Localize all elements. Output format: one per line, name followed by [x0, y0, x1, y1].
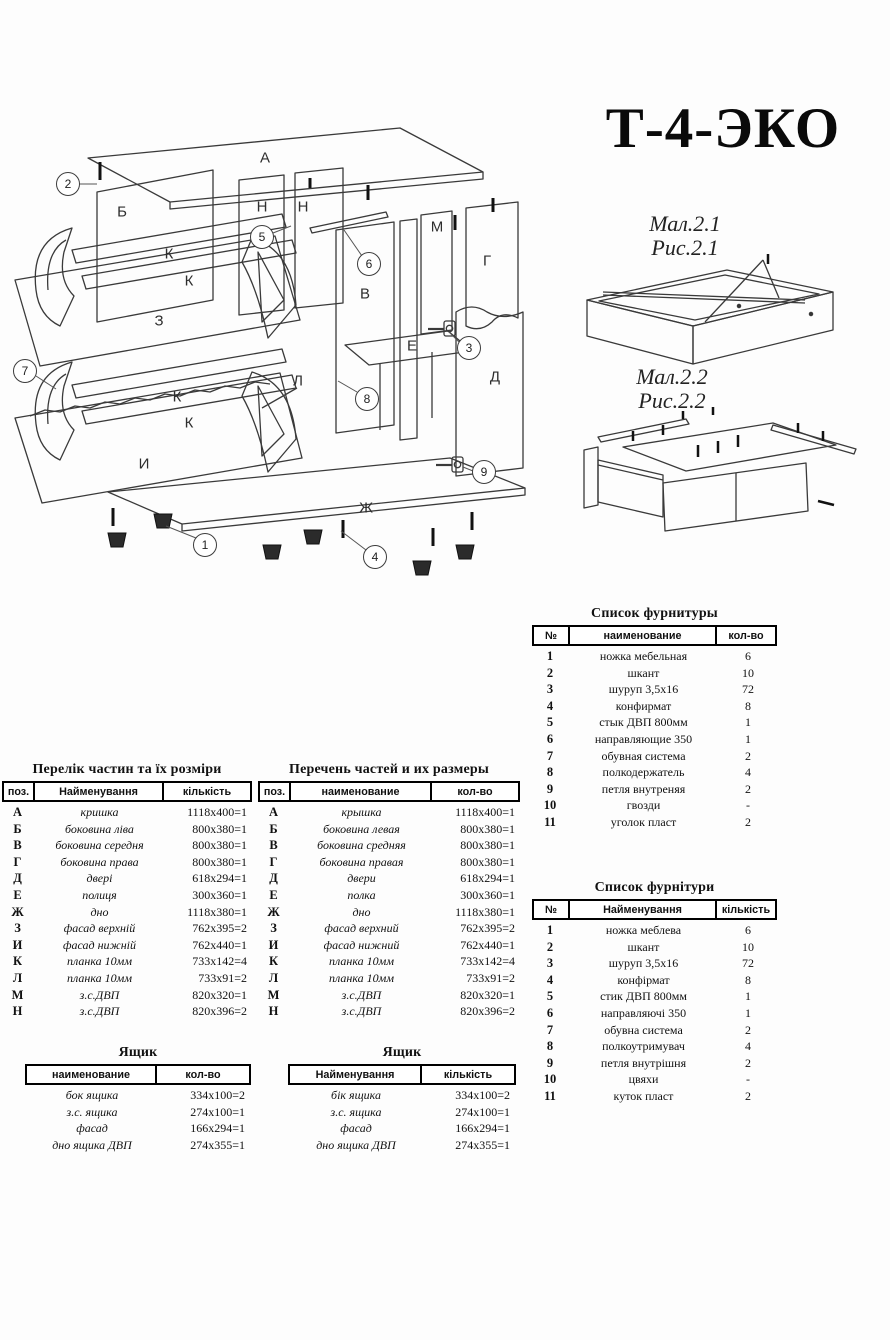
callout-9: 9	[472, 460, 496, 484]
table-cell: -	[746, 798, 750, 813]
figure-2-1-drawing	[575, 248, 875, 373]
callout-2: 2	[56, 172, 80, 196]
col-header-qty: кількість	[443, 1068, 493, 1081]
table-cell: 334x100=2	[190, 1088, 245, 1102]
table-cell: 2	[745, 1055, 751, 1070]
table-row	[532, 972, 777, 989]
table-cell: 1	[745, 731, 751, 746]
part-label-B: Б	[117, 203, 127, 221]
table-row	[288, 1087, 516, 1104]
table-cell: планка 10мм	[329, 970, 394, 985]
table-cell: шуруп 3,5х16	[608, 956, 679, 971]
part-label-V: В	[359, 285, 371, 303]
col-header-qty: кількість	[721, 903, 771, 916]
table-row	[258, 937, 520, 954]
table-cell: И	[268, 937, 279, 952]
hardware-table-ru	[532, 606, 777, 831]
table-row	[532, 1088, 777, 1105]
table-cell: 4	[745, 1039, 751, 1054]
table-cell: 1	[546, 923, 554, 937]
table-cell: 7	[546, 748, 554, 763]
table-row	[2, 837, 252, 854]
table-cell: 11	[544, 1088, 556, 1103]
table-row	[258, 887, 520, 904]
table-cell: В	[269, 838, 278, 853]
table-cell: фасад верхний	[324, 921, 399, 936]
table-row	[532, 698, 777, 715]
table-row	[258, 904, 520, 921]
table-cell: 762x440=1	[192, 937, 247, 952]
table-row	[532, 1055, 777, 1072]
table-cell: 762x395=2	[192, 921, 247, 936]
col-header-qty: кол-во	[457, 785, 493, 798]
table-cell: боковина середня	[55, 838, 144, 853]
table-cell: дно ящика ДВП	[52, 1137, 132, 1152]
table-cell: 6	[745, 923, 751, 937]
part-label-E: Е	[406, 337, 418, 355]
table-cell: фасад нижний	[323, 937, 400, 952]
table-cell: боковина левая	[323, 821, 400, 836]
table-row	[532, 1038, 777, 1055]
table-cell: шкант	[627, 665, 660, 680]
parts-table-ua-header	[2, 781, 252, 802]
table-cell: фасад	[76, 1121, 108, 1136]
table-row	[258, 804, 520, 821]
table-cell: планка 10мм	[67, 970, 132, 985]
table-cell: 1118x400=1	[187, 805, 247, 819]
table-cell: дно	[90, 904, 109, 919]
table-cell: цвяхи	[628, 1072, 659, 1087]
table-cell: 8	[546, 1039, 554, 1054]
callout-1: 1	[193, 533, 217, 557]
parts-table-ru-body	[258, 802, 520, 1020]
table-cell: 820x320=1	[460, 987, 515, 1002]
table-cell: З	[270, 921, 277, 936]
hardware-table-ua	[532, 880, 777, 1105]
hardware-table-ru-body	[532, 646, 777, 831]
table-cell: 762x440=1	[460, 937, 515, 952]
table-cell: фасад нижній	[62, 937, 136, 952]
part-label-K4: К	[184, 414, 194, 432]
table-cell: фасад верхній	[63, 921, 136, 936]
table-cell: 274x100=1	[455, 1104, 510, 1119]
table-cell: обувная система	[601, 748, 686, 763]
table-row	[532, 764, 777, 781]
table-cell: боковина средняя	[317, 838, 406, 853]
table-cell: 1	[745, 989, 751, 1004]
table-cell: 10	[543, 798, 557, 813]
col-header-name: Найменування	[35, 783, 164, 800]
table-cell: з.с.ДВП	[79, 987, 120, 1002]
table-cell: 6	[745, 649, 751, 663]
hardware-table-ua-title: Список фурнітури	[594, 880, 715, 895]
table-cell: Г	[269, 854, 278, 869]
table-cell: 800x380=1	[460, 854, 515, 869]
table-cell: 10	[543, 1072, 557, 1087]
table-row	[258, 1003, 520, 1020]
table-cell: А	[268, 805, 279, 819]
callout-5: 5	[250, 225, 274, 249]
table-row	[532, 797, 777, 814]
table-row	[258, 821, 520, 838]
table-cell: 300x360=1	[192, 887, 247, 902]
table-cell: М	[267, 987, 280, 1002]
col-header-qty: кол-во	[185, 1068, 221, 1081]
table-cell: шкант	[627, 939, 660, 954]
callout-4: 4	[363, 545, 387, 569]
table-cell: 1118x400=1	[455, 805, 515, 819]
table-cell: 3	[546, 956, 554, 971]
col-header-qty: кількість	[182, 785, 232, 798]
table-cell: 2	[745, 748, 751, 763]
table-cell: 5	[546, 989, 554, 1004]
col-header-name: наименование	[27, 1066, 157, 1083]
table-cell: 6	[546, 731, 554, 746]
table-cell: 1118x380=1	[187, 904, 247, 919]
table-cell: Д	[13, 871, 22, 886]
table-cell: обувна система	[604, 1022, 683, 1037]
hardware-table-ru-header	[532, 625, 777, 646]
table-cell: ножка мебельная	[599, 649, 688, 663]
table-row	[258, 953, 520, 970]
part-label-K1: К	[164, 245, 174, 263]
table-cell: полкоутримувач	[602, 1039, 685, 1054]
table-cell: 166x294=1	[190, 1121, 245, 1136]
table-cell: конфірмат	[617, 972, 670, 987]
table-row	[2, 937, 252, 954]
table-cell: Е	[13, 887, 22, 902]
drawer-table-ua-header	[288, 1064, 516, 1085]
part-label-Zh: Ж	[359, 499, 373, 517]
table-cell: 7	[546, 1022, 554, 1037]
table-cell: 820x396=2	[192, 1004, 247, 1019]
table-cell: з.с.ДВП	[341, 1004, 382, 1019]
table-cell: М	[11, 987, 24, 1002]
table-row	[288, 1104, 516, 1121]
table-cell: 8	[546, 765, 554, 780]
table-cell: 618x294=1	[460, 871, 515, 886]
table-cell: 1	[745, 715, 751, 730]
table-cell: 10	[742, 665, 754, 680]
table-cell: боковина ліва	[65, 821, 134, 836]
table-cell: 2	[745, 1088, 751, 1103]
table-cell: з.с.ДВП	[79, 1004, 120, 1019]
table-cell: 300x360=1	[460, 887, 515, 902]
table-cell: 800x380=1	[460, 821, 515, 836]
table-cell: боковина правая	[319, 854, 404, 869]
table-cell: уголок пласт	[610, 814, 677, 829]
part-label-G: Г	[482, 252, 492, 270]
table-row	[2, 804, 252, 821]
table-cell: Б	[269, 821, 278, 836]
drawer-table-ru-header	[25, 1064, 251, 1085]
table-row	[532, 714, 777, 731]
table-cell: 2	[546, 939, 554, 954]
table-cell: петля внутрішня	[600, 1055, 687, 1070]
table-cell: направляющие 350	[594, 731, 693, 746]
table-cell: двері	[86, 871, 113, 886]
table-cell: полиця	[82, 887, 117, 902]
table-cell: 274x355=1	[455, 1137, 510, 1152]
table-cell: 4	[546, 972, 554, 987]
table-cell: Л	[12, 970, 23, 985]
table-row	[532, 1022, 777, 1039]
hardware-table-ua-body	[532, 920, 777, 1105]
table-row	[532, 731, 777, 748]
table-cell: 800x380=1	[192, 821, 247, 836]
table-row	[2, 920, 252, 937]
table-cell: кришка	[80, 805, 119, 819]
table-cell: Д	[269, 871, 278, 886]
parts-table-ru	[258, 762, 520, 1020]
table-cell: 1	[546, 649, 554, 663]
figure-2-1-label-ru: Рис.2.1	[651, 234, 719, 260]
col-header-number: №	[534, 901, 570, 918]
table-cell: бок ящика	[65, 1088, 119, 1102]
table-cell: 8	[745, 972, 751, 987]
table-cell: 4	[745, 765, 751, 780]
table-cell: 733x91=2	[198, 970, 247, 985]
part-label-L: Л	[293, 372, 303, 390]
table-cell: 3	[546, 682, 554, 697]
table-cell: крышка	[341, 805, 382, 819]
table-cell: 800x380=1	[192, 854, 247, 869]
parts-table-ua-title: Перелік частин та їх розміри	[32, 762, 222, 777]
table-cell: 4	[546, 698, 554, 713]
part-label-M: М	[430, 218, 444, 236]
table-cell: К	[268, 954, 279, 969]
hardware-table-ua-header	[532, 899, 777, 920]
table-cell: з.с.ДВП	[341, 987, 382, 1002]
col-header-qty: кол-во	[728, 629, 764, 642]
table-cell: 820x396=2	[460, 1004, 515, 1019]
drawer-table-ua	[288, 1045, 516, 1153]
table-cell: Ж	[267, 904, 280, 919]
table-cell: 2	[745, 1022, 751, 1037]
table-row	[2, 821, 252, 838]
table-cell: двери	[347, 871, 376, 886]
table-row	[25, 1137, 251, 1154]
table-cell: дно ящика ДВП	[316, 1137, 396, 1152]
table-row	[532, 781, 777, 798]
col-header-pos: поз.	[4, 783, 35, 800]
table-cell: Н	[268, 1004, 279, 1019]
table-cell: 166x294=1	[455, 1121, 510, 1136]
drawer-table-ua-title: Ящик	[382, 1045, 422, 1060]
col-header-name: Найменування	[570, 901, 717, 918]
table-row	[532, 1071, 777, 1088]
table-cell: 9	[546, 781, 554, 796]
callout-7: 7	[13, 359, 37, 383]
table-row	[532, 665, 777, 682]
drawer-table-ru-body	[25, 1085, 251, 1153]
table-cell: 2	[745, 781, 751, 796]
table-row	[258, 870, 520, 887]
table-row	[25, 1087, 251, 1104]
hardware-table-ru-title: Список фурнитуры	[591, 606, 718, 621]
table-cell: 11	[544, 814, 556, 829]
table-row	[532, 681, 777, 698]
table-row	[25, 1104, 251, 1121]
table-row	[258, 920, 520, 937]
table-cell: 1118x380=1	[455, 904, 515, 919]
drawer-table-ru	[25, 1045, 251, 1153]
table-row	[258, 970, 520, 987]
table-cell: 72	[742, 682, 754, 697]
page-title: Т-4-ЭКО	[605, 97, 841, 160]
table-row	[2, 953, 252, 970]
table-cell: 733x142=4	[460, 954, 515, 969]
table-cell: куток пласт	[613, 1088, 674, 1103]
table-row	[532, 748, 777, 765]
table-cell: -	[746, 1072, 750, 1087]
table-cell: направляючі 350	[600, 1005, 687, 1020]
assembly-diagram	[0, 100, 560, 600]
table-cell: 2	[745, 814, 751, 829]
table-cell: гвозди	[626, 798, 661, 813]
col-header-pos: поз.	[260, 783, 291, 800]
table-row	[2, 970, 252, 987]
table-row	[288, 1120, 516, 1137]
table-cell: планка 10мм	[329, 954, 394, 969]
parts-table-ua	[2, 762, 252, 1020]
table-row	[258, 837, 520, 854]
table-row	[2, 887, 252, 904]
part-label-K3: К	[172, 388, 182, 406]
part-label-N2: Н	[297, 198, 309, 216]
table-cell: ножка меблева	[605, 923, 682, 937]
table-row	[2, 1003, 252, 1020]
part-label-A: А	[259, 149, 271, 167]
table-row	[532, 988, 777, 1005]
part-label-K2: К	[184, 272, 194, 290]
drawer-table-ua-body	[288, 1085, 516, 1153]
table-cell: дно	[352, 904, 371, 919]
table-row	[2, 854, 252, 871]
table-cell: 274x100=1	[190, 1104, 245, 1119]
table-cell: полка	[347, 887, 376, 902]
table-cell: конфирмат	[615, 698, 672, 713]
table-row	[532, 648, 777, 665]
table-cell: 6	[546, 1005, 554, 1020]
figure-2-1-label-ua: Мал.2.1	[649, 211, 721, 236]
table-cell: шуруп 3,5х16	[608, 682, 679, 697]
table-cell: 820x320=1	[192, 987, 247, 1002]
table-cell: Б	[13, 821, 22, 836]
table-cell: з.с. ящика	[330, 1104, 382, 1119]
table-row	[532, 939, 777, 956]
table-cell: И	[12, 937, 23, 952]
table-cell: В	[13, 838, 22, 853]
table-cell: планка 10мм	[67, 954, 132, 969]
table-row	[532, 814, 777, 831]
table-cell: 733x91=2	[466, 970, 515, 985]
callout-6: 6	[357, 252, 381, 276]
table-row	[258, 854, 520, 871]
table-cell: Ж	[11, 904, 24, 919]
table-cell: 618x294=1	[192, 871, 247, 886]
table-row	[2, 987, 252, 1004]
table-cell: З	[14, 921, 21, 936]
table-cell: К	[12, 954, 23, 969]
table-cell: 1	[745, 1005, 751, 1020]
table-cell: Н	[12, 1004, 23, 1019]
table-cell: фасад	[340, 1121, 372, 1136]
table-cell: 5	[546, 715, 554, 730]
col-header-number: №	[534, 627, 570, 644]
callout-8: 8	[355, 387, 379, 411]
figure-2-2-label-ua: Мал.2.2	[636, 364, 708, 389]
table-cell: 274x355=1	[190, 1137, 245, 1152]
col-header-name: Найменування	[290, 1066, 422, 1083]
figure-2-2-drawing	[568, 405, 868, 540]
table-cell: 733x142=4	[192, 954, 247, 969]
table-row	[532, 1005, 777, 1022]
table-cell: 8	[745, 698, 751, 713]
part-label-D: Д	[489, 368, 501, 386]
table-cell: А	[12, 805, 23, 819]
table-cell: 2	[546, 665, 554, 680]
table-cell: 334x100=2	[455, 1088, 510, 1102]
table-cell: з.с. ящика	[66, 1104, 118, 1119]
part-label-I: И	[138, 455, 150, 473]
table-cell: стык ДВП 800мм	[599, 715, 688, 730]
table-cell: стик ДВП 800мм	[600, 989, 687, 1004]
table-row	[258, 987, 520, 1004]
table-row	[288, 1137, 516, 1154]
table-row	[532, 922, 777, 939]
table-cell: полкодержатель	[602, 765, 685, 780]
table-row	[532, 955, 777, 972]
table-cell: петля внутреняя	[601, 781, 686, 796]
table-row	[2, 870, 252, 887]
table-cell: 762x395=2	[460, 921, 515, 936]
drawer-table-ru-title: Ящик	[118, 1045, 158, 1060]
table-cell: Е	[269, 887, 278, 902]
parts-table-ru-title: Перечень частей и их размеры	[288, 762, 489, 777]
parts-table-ua-body	[2, 802, 252, 1020]
table-cell: 800x380=1	[192, 838, 247, 853]
part-label-N1: Н	[256, 198, 268, 216]
table-row	[25, 1120, 251, 1137]
parts-table-ru-header	[258, 781, 520, 802]
table-cell: бік ящика	[331, 1088, 381, 1102]
col-header-name: наименование	[291, 783, 432, 800]
table-cell: Л	[268, 970, 279, 985]
table-cell: 72	[742, 956, 754, 971]
table-cell: боковина права	[60, 854, 139, 869]
part-label-Z: З	[154, 312, 164, 330]
callout-3: 3	[457, 336, 481, 360]
table-cell: 800x380=1	[460, 838, 515, 853]
table-cell: 10	[742, 939, 754, 954]
table-row	[2, 904, 252, 921]
col-header-name: наименование	[570, 627, 717, 644]
table-cell: Г	[13, 854, 22, 869]
figure-2-2-label-ru: Рис.2.2	[638, 387, 706, 413]
table-cell: 9	[546, 1055, 554, 1070]
